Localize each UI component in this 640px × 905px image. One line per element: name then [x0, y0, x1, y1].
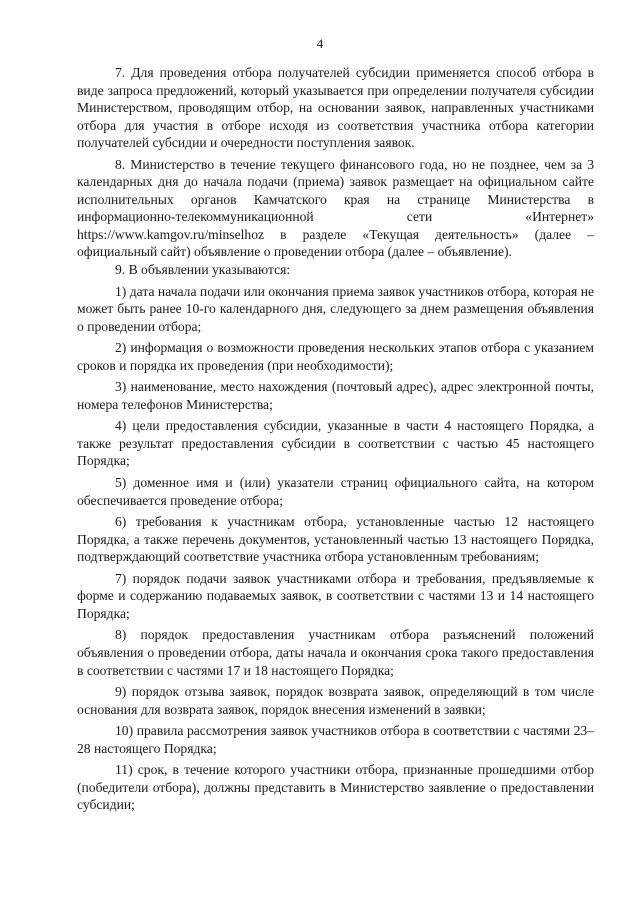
list-item-11: 11) срок, в течение которого участники отбора, признанные прошедшими отбор (победители отбора), должны представить в Министерство заявление о предоставлении субсидии; [77, 762, 594, 813]
document-body [77, 64, 594, 814]
list-item-2: 2) информация о возможности проведения нескольких этапов отбора с указанием сроков и порядка их проведения (при необходимости); [77, 340, 594, 373]
list-item-3: 3) наименование, место нахождения (почтовый адрес), адрес электронной почты, номера телефонов Министерства; [77, 379, 594, 412]
list-item-8: 8) порядок предоставления участникам отбора разъяснений положений объявления о проведении отбора, даты начала и окончания срока такого предоставления в соответствии с частями 17 и 18 настоящего Порядка; [77, 627, 594, 678]
list-item-10: 10) правила рассмотрения заявок участников отбора в соответствии с частями 23–28 настоящего Порядка; [77, 723, 594, 756]
list-item-4: 4) цели предоставления субсидии, указанные в части 4 настоящего Порядка, а также результат предоставления субсидии в соответствии с частью 45 настоящего Порядка; [77, 418, 594, 469]
page-number: 4 [316, 36, 324, 51]
paragraph-9: 9. В объявлении указываются: [115, 262, 291, 278]
list-item-5: 5) доменное имя и (или) указатели страниц официального сайта, на котором обеспечивается проведение отбора; [77, 475, 594, 508]
list-item-1: 1) дата начала подачи или окончания приема заявок участников отбора, которая не может быть ранее 10-го календарного дня, следующего за днем размещения объявления о проведении отбора; [77, 283, 594, 334]
paragraph-7: 7. Для проведения отбора получателей субсидии применяется способ отбора в виде запроса предложений, который указывается при определении получателя субсидии Министерством, проводящим отбор, на основании заявок, направленных участниками отбора для участия в отборе исходя из соответствия участника отбора категории получателей субсидии и очередности поступления заявок. [77, 65, 594, 151]
paragraph-8: 8. Министерство в течение текущего финансового года, но не позднее, чем за 3 календарных дня до начала подачи (приема) заявок размещает на официальном сайте исполнительных органов Камчатского края на странице Министерства в информационно-телекоммуникационной сети «Интернет» https://www.kamgov.ru/minselhoz в разделе «Текущая деятельность» (далее – официальный сайт) объявление о проведении отбора (далее – объявление). [77, 156, 594, 260]
list-item-6: 6) требования к участникам отбора, установленные частью 12 настоящего Порядка, а также перечень документов, установленный частью 13 настоящего Порядка, подтверждающий соответствие участника отбора установленным требованиям; [77, 514, 594, 565]
list-item-9: 9) порядок отзыва заявок, порядок возврата заявок, определяющий в том числе основания для возврата заявок, порядок внесения изменений в заявки; [77, 684, 594, 717]
list-item-7: 7) порядок подачи заявок участниками отбора и требования, предъявляемые к форме и содержанию подаваемых заявок, в соответствии с частями 13 и 14 настоящего Порядка; [77, 570, 594, 621]
